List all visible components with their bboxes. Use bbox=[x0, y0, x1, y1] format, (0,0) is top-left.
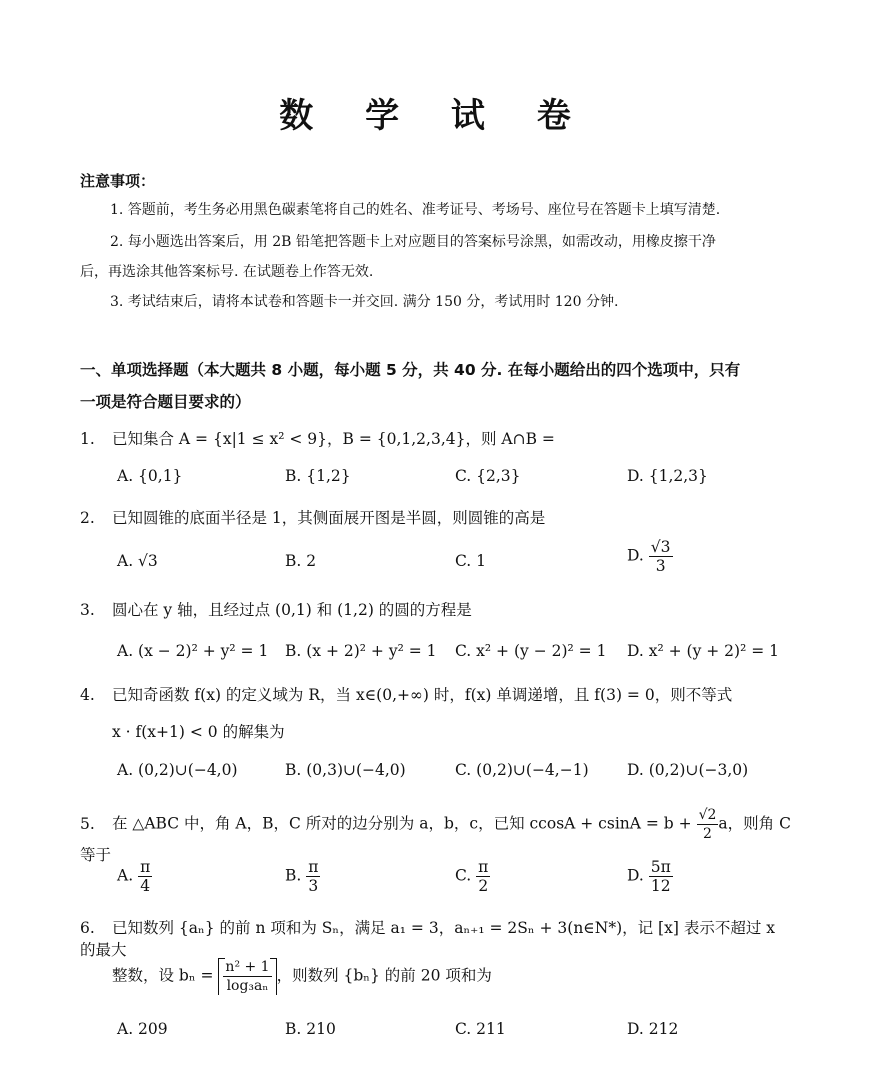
question-text: 整数，设 bₙ = bbox=[112, 966, 214, 985]
question-4-options bbox=[117, 761, 797, 801]
question-text: 已知奇函数 f(x) 的定义域为 R，当 x∈(0,+∞) 时，f(x) 单调递增，且 f(3) = 0，则不等式 bbox=[112, 686, 733, 704]
question-6 bbox=[80, 916, 792, 960]
fraction-numerator: π bbox=[140, 858, 151, 876]
option-d bbox=[627, 858, 673, 895]
option-c bbox=[455, 858, 490, 895]
question-number: 5. bbox=[80, 814, 95, 833]
option-a: A. 209 bbox=[117, 1020, 168, 1038]
question-1 bbox=[80, 427, 792, 449]
question-3-options bbox=[117, 642, 797, 682]
question-number: 6. bbox=[80, 919, 95, 937]
notice-item-2-line2: 后，再选涂其他答案标号. 在试题卷上作答无效. bbox=[80, 264, 374, 280]
fraction-numerator: n² + 1 bbox=[225, 959, 270, 975]
option-label: B. bbox=[285, 866, 302, 885]
option-b bbox=[285, 858, 320, 895]
option-d: D. (0,2)∪(−3,0) bbox=[627, 761, 749, 779]
option-d bbox=[627, 538, 673, 575]
fraction-numerator: √3 bbox=[650, 538, 671, 556]
notice-item-3: 3. 考试结束后，请将本试卷和答题卡一并交回. 满分 150 分，考试用时 120 分钟. bbox=[110, 294, 619, 310]
fraction bbox=[649, 858, 673, 895]
option-label: C. bbox=[455, 866, 472, 885]
question-1-options bbox=[117, 467, 797, 507]
option-a: A. (0,2)∪(−4,0) bbox=[117, 761, 238, 779]
question-text: 在 △ABC 中，角 A，B，C 所对的边分别为 a，b，c，已知 ccosA + csinA = b + bbox=[112, 814, 692, 833]
option-c: C. x² + (y − 2)² = 1 bbox=[455, 642, 607, 660]
option-b: B. (0,3)∪(−4,0) bbox=[285, 761, 406, 779]
fraction-denominator: 12 bbox=[650, 877, 671, 895]
question-4-text-line2: x · f(x+1) < 0 的解集为 bbox=[112, 723, 285, 741]
option-a: A. {0,1} bbox=[117, 467, 183, 485]
question-6-text-line2 bbox=[112, 958, 492, 995]
fraction-denominator: 3 bbox=[308, 877, 319, 895]
floor-bracket bbox=[218, 958, 276, 995]
question-2-options bbox=[117, 538, 797, 592]
option-c: C. 1 bbox=[455, 552, 487, 570]
fraction-denominator: 2 bbox=[478, 877, 489, 895]
option-b: B. 210 bbox=[285, 1020, 336, 1038]
question-5-options bbox=[117, 858, 797, 898]
option-b: B. 2 bbox=[285, 552, 317, 570]
question-4 bbox=[80, 683, 792, 705]
section-heading-line2: 一项是符合题目要求的） bbox=[80, 393, 251, 411]
option-a bbox=[117, 858, 152, 895]
fraction-numerator: π bbox=[308, 858, 319, 876]
fraction-numerator: 5π bbox=[650, 858, 671, 876]
fraction-numerator: π bbox=[478, 858, 489, 876]
question-number: 1. bbox=[80, 430, 95, 448]
fraction-denominator: log₃aₙ bbox=[226, 978, 269, 994]
notice-item-1: 1. 答题前，考生务必用黑色碳素笔将自己的姓名、准考证号、考场号、座位号在答题卡上填写清楚. bbox=[110, 202, 721, 218]
fraction bbox=[138, 858, 152, 895]
question-text-tail: ，则数列 {bₙ} 的前 20 项和为 bbox=[276, 966, 492, 985]
option-label: A. bbox=[117, 866, 134, 885]
question-text-tail: a，则角 C 等于 bbox=[80, 814, 791, 864]
question-text: 圆心在 y 轴，且经过点 (0,1) 和 (1,2) 的圆的方程是 bbox=[112, 601, 472, 619]
fraction bbox=[649, 538, 673, 575]
fraction bbox=[697, 806, 719, 843]
fraction-denominator: 4 bbox=[140, 877, 151, 895]
fraction bbox=[306, 858, 320, 895]
option-b: B. {1,2} bbox=[285, 467, 351, 485]
question-6-options bbox=[117, 1020, 797, 1060]
notice-heading: 注意事项： bbox=[80, 172, 156, 190]
page-title: 数 学 试 卷 bbox=[279, 96, 591, 136]
question-number: 2. bbox=[80, 509, 95, 527]
option-c: C. (0,2)∪(−4,−1) bbox=[455, 761, 589, 779]
option-d: D. 212 bbox=[627, 1020, 679, 1038]
option-a: A. √3 bbox=[117, 552, 158, 570]
section-heading-line1: 一、单项选择题（本大题共 8 小题，每小题 5 分，共 40 分. 在每小题给出的四个选项中，只有 bbox=[80, 361, 741, 379]
fraction-numerator: √2 bbox=[698, 807, 717, 823]
option-d: D. x² + (y + 2)² = 1 bbox=[627, 642, 779, 660]
question-5 bbox=[80, 806, 792, 865]
fraction bbox=[223, 958, 271, 995]
fraction-denominator: 2 bbox=[703, 826, 712, 842]
question-text: 已知集合 A = {x|1 ≤ x² < 9}，B = {0,1,2,3,4}，则 A∩B = bbox=[112, 430, 555, 448]
question-number: 3. bbox=[80, 601, 95, 619]
option-b: B. (x + 2)² + y² = 1 bbox=[285, 642, 437, 660]
question-text: 已知圆锥的底面半径是 1，其侧面展开图是半圆，则圆锥的高是 bbox=[112, 509, 546, 527]
option-c: C. 211 bbox=[455, 1020, 506, 1038]
option-d: D. {1,2,3} bbox=[627, 467, 708, 485]
option-label: D. bbox=[627, 546, 644, 565]
option-label: D. bbox=[627, 866, 644, 885]
notice-item-2-line1: 2. 每小题选出答案后，用 2B 铅笔把答题卡上对应题目的答案标号涂黑，如需改动，用橡皮擦干净 bbox=[110, 234, 716, 250]
fraction bbox=[476, 858, 490, 895]
question-text: 已知数列 {aₙ} 的前 n 项和为 Sₙ，满足 a₁ = 3，aₙ₊₁ = 2Sₙ + 3(n∈N*)，记 [x] 表示不超过 x 的最大 bbox=[80, 919, 775, 959]
question-number: 4. bbox=[80, 686, 95, 704]
fraction-denominator: 3 bbox=[655, 557, 666, 575]
option-a: A. (x − 2)² + y² = 1 bbox=[117, 642, 269, 660]
question-2 bbox=[80, 506, 792, 528]
question-3 bbox=[80, 598, 792, 620]
option-c: C. {2,3} bbox=[455, 467, 521, 485]
